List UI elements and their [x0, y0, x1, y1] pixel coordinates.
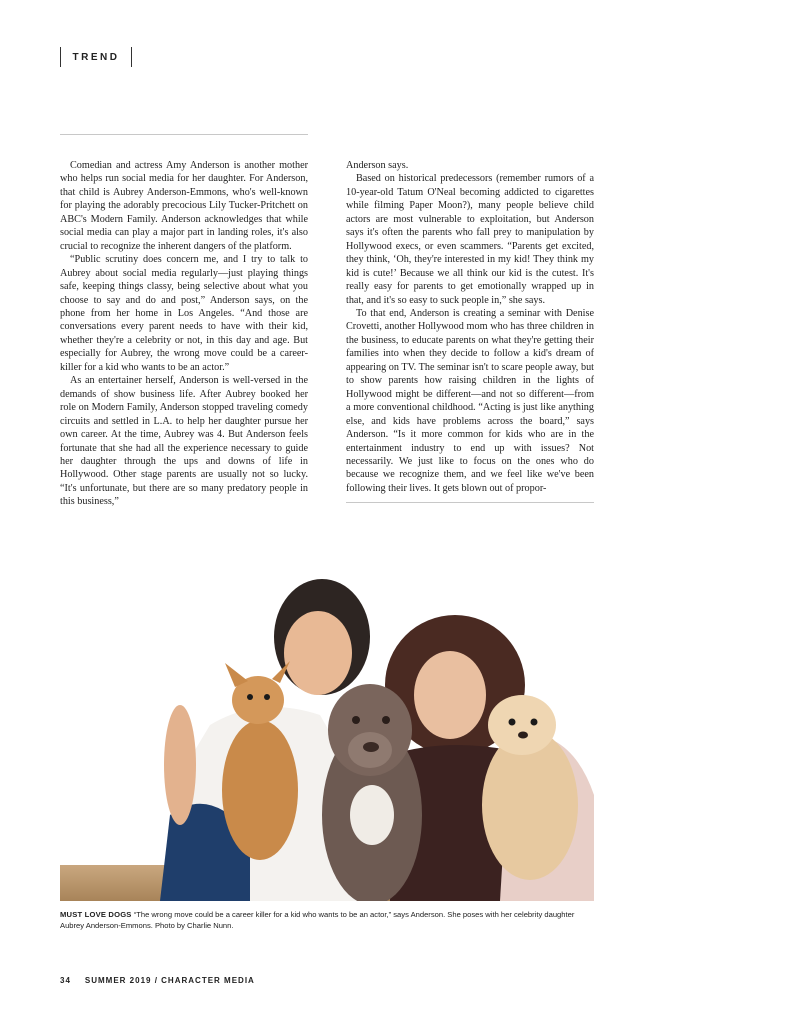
section-tag: TREND	[60, 47, 132, 67]
page-number: 34	[60, 976, 71, 985]
bottom-rule-right	[346, 502, 594, 503]
caption-lead: MUST LOVE DOGS	[60, 910, 132, 919]
article-paragraph: As an entertainer herself, Anderson is well-versed in the demands of show business life. After Aubrey booked her role on Modern Family, Anderson stopped traveling comedy circuits and settled in L.A. to help her daughter pursue her own career. At the time, Aubrey was 4. But Anderson feels fortunate that she had all the experience necessary to guide her daughter through the ups and downs of life in Hollywood. Other stage parents are usually not so lucky. “It's unfortunate, but there are so many predatory people in this business,”	[60, 375, 308, 508]
article-paragraph: Anderson says.	[346, 160, 409, 171]
page-footer	[60, 976, 255, 985]
top-rule-left	[60, 134, 308, 135]
article-paragraph: To that end, Anderson is creating a seminar with Denise Crovetti, another Hollywood mom who has three children in the business, to educate parents on what they're getting their families into when they decide to follow a kid's dream of appearing on TV. The seminar isn't to scare people away, but to show parents how raising children in the lights of Hollywood might be different—and not so different—from a more conventional childhood. “Acting is just like anything else, and kids have problems across the board,” says Anderson. “Is it more common for kids who are in the entertainment industry to end up with issues? Not necessarily. We just like to focus on the ones who do because we recognize them, and we feel like we've been following their lives. It gets blown out of propor-	[346, 307, 594, 494]
article-column-1	[60, 159, 308, 509]
caption-text: “The wrong move could be a career killer for a kid who wants to be an actor,” says Anderson. She poses with her celebrity daughter Aubrey Anderson-Emmons. Photo by Charlie Nunn.	[60, 910, 575, 930]
article-column-2	[346, 159, 594, 495]
article-paragraph: Comedian and actress Amy Anderson is another mother who helps run social media for her daughter. For Anderson, that child is Aubrey Anderson-Emmons, who's well-known for playing the adorably precocious Lily Tucker-Pritchett on ABC's Modern Family. Anderson acknowledges that while social media can play a major part in landing roles, it's also crucial to recognize the inherent dangers of the platform.	[60, 160, 308, 252]
issue-label: SUMMER 2019 / CHARACTER MEDIA	[84, 976, 255, 985]
article-paragraph: “Public scrutiny does concern me, and I try to talk to Aubrey about social media regularly—just playing things safe, keeping things classy, being selective about what you choose to say and do and post,” Anderson says, on the phone from her home in Los Angeles. “And those are conversations every parent needs to have with their kid, whether they're a celebrity or not, in this day and age. But especially for Aubrey, the wrong move could be a career-killer for a kid who wants to be an actor.”	[60, 254, 308, 373]
portrait-photo	[60, 575, 594, 901]
photo-caption	[60, 910, 594, 931]
article-paragraph: Based on historical predecessors (remember rumors of a 10-year-old Tatum O'Neal becoming addicted to cigarettes while filming Paper Moon?), many people believe child actors are most vulnerable to exploitation, but Anderson says it's often the parents who fall prey to manipulation by Hollywood execs, or even scammers. “Parents get excited, they think, ‘Oh, they're interested in my kid! They think my kid is cute!’ Because we all think our kid is the cutest. It's really easy for parents to get emotionally wrapped up in that, and it's so easy to suck people in,” she says.	[346, 173, 594, 306]
